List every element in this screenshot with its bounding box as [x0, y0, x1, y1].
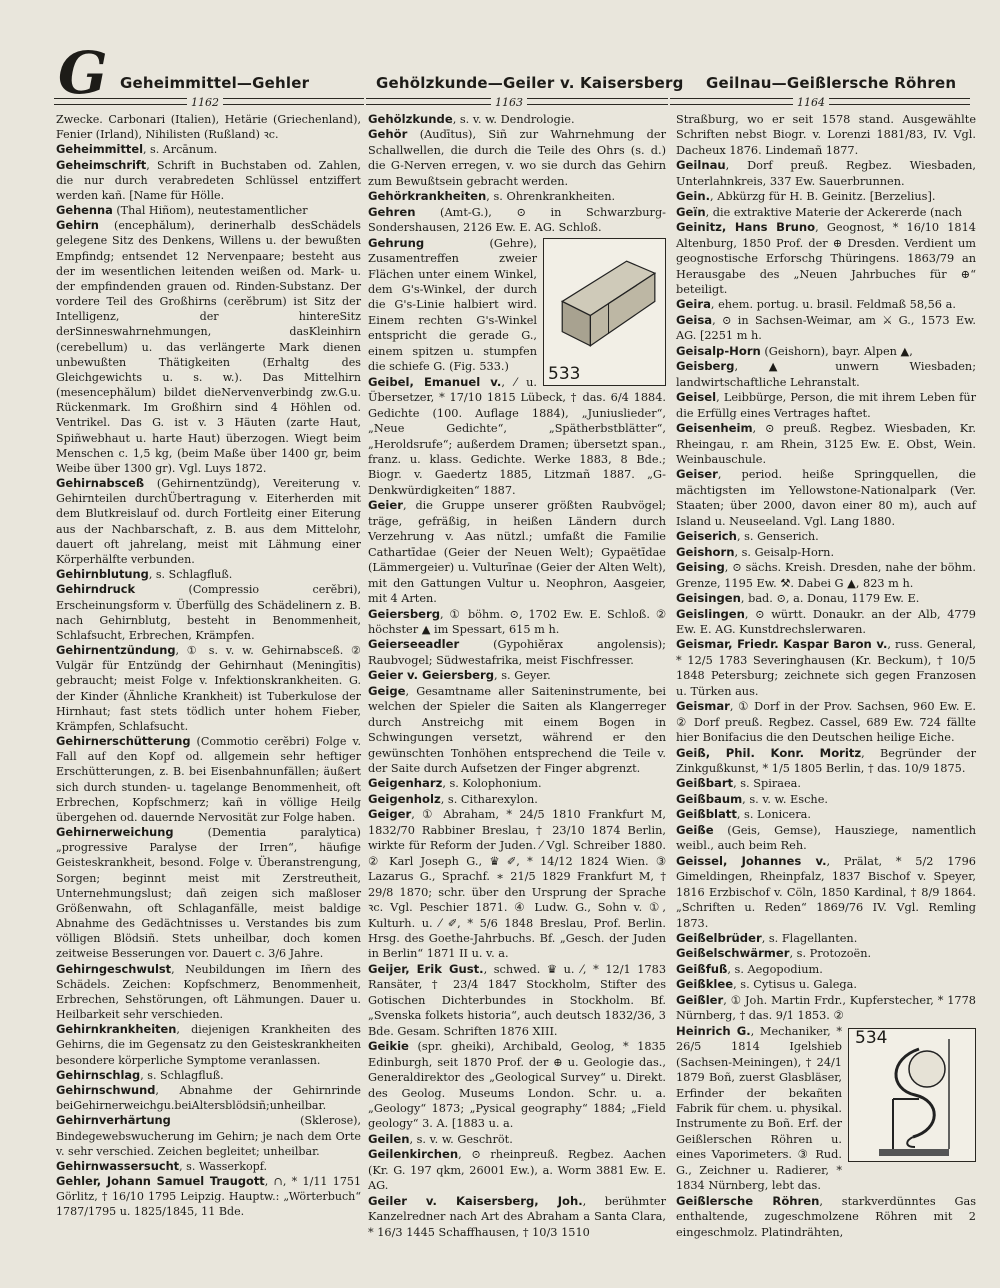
entry-headword: Gehirngeschwulst [56, 961, 172, 976]
entry-headword: Geheimschrift [56, 157, 147, 172]
entry-text: , die extraktive Materie der Ackererde (nach [705, 205, 963, 219]
entry-text: , Dorf preuß. Regbez. Wiesbaden, Unterlahnkreis, 337 Ew. Sauerbrunnen. [676, 159, 976, 188]
entry-headword: Gehirnabsceß [56, 476, 145, 491]
entry-text: , s. Schlagfluß. [148, 568, 233, 582]
entry-text: , s. Citharexylon. [440, 792, 538, 806]
dictionary-entry [368, 375, 666, 499]
dictionary-entry [676, 297, 976, 312]
page-number-center: 1163 [491, 96, 527, 109]
entry-headword: Gehirn [56, 218, 99, 233]
geissler-tube-illustration [849, 1029, 975, 1161]
entry-text: , ① böhm. ⊙, 1702 Ew. E. Schloß. ② höchster ▲ im Spessart, 615 m h. [368, 607, 666, 636]
entry-text: , Leibbürge, Person, die mit ihrem Leben für die Erfüllg eines Vertrages haftet. [676, 391, 976, 420]
entry-text: (Geishorn), bayr. Alpen ▲, [760, 344, 913, 358]
dictionary-entry [56, 825, 361, 962]
entry-headword: Geislingen [676, 606, 745, 621]
entry-headword: Gehirnerschütterung [56, 734, 191, 749]
entry-text: , s. Ohrenkrankheiten. [486, 190, 616, 204]
entry-headword: Geißklee [676, 977, 734, 992]
entry-headword: Geikie [368, 1039, 409, 1054]
entry-text: (Sklerose), Bindegewebswucherung im Gehirn; je nach dem Orte v. sehr verschied. Zeichen begleitet; unheilbar. [56, 1114, 361, 1158]
entry-headword: Geilnau [676, 158, 726, 173]
entry-text: , starkverdünntes Gas enthaltende, zugeschmolzene Röhren mit 2 eingeschmolz. Platindrähten, [676, 1194, 976, 1239]
dictionary-entry [676, 220, 976, 297]
dictionary-entry [676, 1024, 976, 1194]
entry-headword: Gein. [676, 189, 711, 204]
entry-text: (Amt-G.), ⊙ in Schwarzburg-Sondershausen, 2126 Ew. E. AG. Schloß. [368, 205, 666, 235]
entry-headword: Gehölzkunde [368, 112, 453, 126]
entry-text: Straßburg, wo er seit 1578 stand. Ausgewählte Schriften nebst Biogr. v. Lorenzi 1881/83, IV. Vgl. Dacheux 1876. Lindemañ 1877. [676, 113, 976, 157]
entry-text: (encephălum), derinerhalb desSchädels gelegene Sitz des Denkens, Willens u. der bewußten Empfindg; entsendet 12 Nervenpaare; besteht aus der im wesentlichen leitenden weißen od. Mark- u. der empfindenden grauen od. Rinden-Substanz. Der vordere Teil des Großhirns (cerĕbrum) ist Sitz der Intelligenz, der hintereSitz derSinneswahrnehmungen, dasKleinhirn (cerebellum) u. das verlängerte Mark dienen unbewußten Thätigkeiten (Erhaltg des Gleichgewichts u. s. w.). Das Mittelhirn (mesencephălum) bildet dieNervenverbindg zw.G.u. Rückenmark. Im Großhirn sind 4 Höhlen od. Ventrikel. Das G. ist v. 3 Häuten (zarte Haut, Spiñwebhaut u. harte Haut) überzogen. Wiegt beim Menschen c. 1,5 kg, (beim Maße über 1400 gr, beim Weibe über 1300 gr). Vgl. Luys 1872. [56, 219, 361, 475]
dictionary-entry [368, 607, 666, 638]
entry-text: , ① Abraham, * 24/5 1810 Frankfurt M, 1832/70 Rabbiner Breslau, † 23/10 1874 Berlin, wirkte für Reform der Juden. ⁄ Vgl. Schreiber 1880. ② Karl Joseph G., ♛ ✐, * 14/12 1824 Wien. ③ Lazarus G., Sprachf. ∗ 21/5 1829 Frankfurt M, † 29/8 1870; schr. über den Ursprung der Sprache ꝛc. Vgl. Peschier 1871. ④ Ludw. G., Sohn v. ①, Kulturh. u. ⁄ ✐, * 5/6 1848 Breslau, Prof. Berlin. Hrsg. des Goethe-Jahrbuchs. Bf. „Gesch. der Juden in Berlin“ 1871 II u. v. a. [368, 808, 666, 961]
running-head-left: Geheimmittel—Gehler [120, 74, 310, 92]
entry-text: , s. Cytisus u. Galega. [733, 978, 857, 992]
entry-headword: Geißbaum [676, 791, 743, 806]
dictionary-entry [56, 643, 361, 734]
entry-text: , s. Geyer. [494, 669, 551, 683]
dictionary-entry [676, 359, 976, 390]
entry-text: , ⊙ sächs. Kreish. Dresden, nahe der böhm. Grenze, 1195 Ew. ⚒. Dabei G ▲, 823 m h. [676, 561, 976, 590]
entry-headword: Geier v. Geiersberg [368, 668, 495, 683]
entry-headword: Gehirnverhärtung [56, 1113, 171, 1128]
entry-text: (Commotio cerĕbri) Folge v. Fall auf den Kopf od. allgemein sehr heftiger Erschütterungen, z. B. bei Eisenbahnunfällen; äußert sich durch stunden- u. tagelange Benommenheit, oft Erbrechen, Kopfschmerz; kañ in völlige Heilg übergehen od. dauernde Nervosität zur Folge haben. [56, 735, 361, 824]
entry-headword: Geiler v. Kaisersberg, Joh. [368, 1193, 583, 1208]
figure-number: 534 [855, 1027, 888, 1048]
entry-text: , ① Dorf in der Prov. Sachsen, 960 Ew. E. ② Dorf preuß. Regbez. Cassel, 689 Ew. 724 fällte hier Bonifacius die den Deutschen heilige Eiche. [676, 700, 976, 745]
entry-text: , schwed. ♛ u. ⁄, * 12/1 1783 Ransäter, † 23/4 1847 Stockholm, Stifter des Gotischen Dichterbundes in Stockholm. Bf. „Svenska folkets historia“, auch deutsch 1832/36, 3 Bde. Gesam. Schriften 1876 XIII. [368, 962, 667, 1038]
dictionary-entry [676, 776, 976, 791]
dictionary-entry [368, 112, 666, 127]
entry-headword: Geiersberg [368, 606, 441, 621]
entry-headword: Geiße [676, 822, 714, 837]
dictionary-entry [56, 1083, 361, 1113]
dictionary-entry [676, 1194, 976, 1240]
entry-headword: Gehirnentzündung [56, 643, 176, 658]
dictionary-entry [676, 313, 976, 344]
dictionary-entry [56, 962, 361, 1023]
column-right [676, 112, 976, 1240]
entry-headword: Geibel, Emanuel v. [368, 374, 502, 389]
entry-headword: Gehenna [56, 203, 113, 218]
entry-text: Zwecke. Carbonari (Italien), Hetärie (Griechenland), Fenier (Irland), Nihilisten (Rußland) ꝛc. [56, 113, 361, 142]
dictionary-entry [368, 792, 666, 807]
entry-text: , Geognost, * 16/10 1814 Altenburg, 1850 Prof. der ⊕ Dresden. Verdient um geognostische Erforschg Thüringens. 1863/79 an Herausgabe des „Neuen Jahrbuches für ⊕“ beteiligt. [676, 221, 976, 296]
entry-headword: Geisenheim [676, 421, 753, 436]
entry-headword: Geismar, Friedr. Kaspar Baron v. [676, 637, 888, 652]
dictionary-entry [676, 390, 976, 421]
entry-text: , ▲ unwern Wiesbaden; landwirtschaftliche Lehranstalt. [676, 360, 976, 389]
page-number-right: 1164 [793, 96, 829, 109]
dictionary-entry [676, 560, 976, 591]
entry-text: , s. Lonicera. [736, 808, 811, 822]
entry-headword: Geigenholz [368, 791, 441, 806]
dictionary-entry [368, 776, 666, 791]
dictionary-entry [368, 1039, 666, 1132]
entry-headword: Geisberg [676, 359, 735, 374]
dictionary-entry [368, 684, 666, 777]
dictionary-entry [676, 931, 976, 946]
entry-text: , diejenigen Krankheiten des Gehirns, die im Gegensatz zu den Geisteskrankheiten besondere körperliche Symptome veranlassen. [56, 1023, 361, 1067]
entry-text: , s. Genserich. [736, 530, 819, 544]
entry-headword: Gehren [368, 204, 416, 219]
running-head-center: Gehölzkunde—Geiler v. Kaisersberg [376, 74, 684, 92]
entry-text: , Schrift in Buchstaben od. Zahlen, die nur durch verabredeten Schlüssel entziffert werden kañ. [Name für Hölle. [56, 158, 361, 202]
entry-text: , russ. General, * 12/5 1783 Severinghausen (Kr. Beckum), † 10/5 1848 Petersburg; zeichnete sich gegen Franzosen u. Türken aus. [676, 638, 976, 698]
entry-text: , ∩, * 1/11 1751 Görlitz, † 16/10 1795 Leipzig. Hauptw.: „Wörterbuch“ 1787/1795 u. 1825/1845, 11 Bde. [56, 1175, 361, 1219]
dictionary-entry [56, 734, 361, 825]
dictionary-entry [368, 807, 666, 962]
dictionary-entry [368, 189, 666, 204]
dictionary-entry [56, 112, 361, 142]
column-center [368, 112, 666, 1240]
entry-headword: Geismar [676, 699, 730, 714]
entry-text: , Mechaniker, * 26/5 1814 Igelshieb (Sachsen-Meiningen), † 24/1 1879 Boñ, zuerst Glasbläser, Erfinder der bekañten Fabrik für chem. u. physikal. Instrumente zu Boñ. Erf. der Geißlerschen Röhren u. eines Vaporimeters. ③ Rud. G., Zeichner u. Radierer, * 1834 Nürnberg, lebt das. [676, 1024, 842, 1193]
entry-headword: Gehirnerweichung [56, 825, 174, 840]
entry-headword: Geisalp-Horn [676, 343, 761, 358]
dictionary-entry [676, 607, 976, 638]
entry-text: , s. Wasserkopf. [179, 1159, 267, 1173]
dictionary-entry [676, 591, 976, 606]
entry-text: , s. Flagellanten. [761, 932, 858, 946]
figure-534-geissler-tube [848, 1028, 976, 1162]
entry-headword: Geiser [676, 467, 718, 482]
entry-text: , die Gruppe unserer größten Raubvögel; träge, gefräßig, in heißen Ländern durch Verzehrung v. Aas nützl.; umfaßt die Familie Cathartīdae (Geier der Neuen Welt); Gypaëtīdae (Lämmergeier) u. Vulturīnae (Geier der Alten Welt), mit den Gattungen Vultur u. Neophron, Aasgeier, mit 4 Arten. [368, 499, 666, 606]
dictionary-entry [56, 567, 361, 582]
dictionary-entry [676, 699, 976, 745]
entry-text: , s. v. w. Esche. [742, 792, 828, 806]
entry-text: (Thal Hiñom), neutestamentlicher [112, 204, 308, 218]
entry-headword: Geilenkirchen [368, 1147, 459, 1162]
entry-headword: Geiserich [676, 529, 737, 544]
entry-text: (Dementia paralytica) „progressive Paralyse der Irren“, häufige Geisteskrankheit, besond. Folge v. Überanstrengung, Sorgen; beginnt meist mit Zerstreutheit, Unternehmungslust; dañ zeigen sich maßloser Größenwahn, oft Schlaganfälle, meist baldige Abnahme des Gedächtnisses u. Verstandes bis zum völligen Blödsiñ. Stets unheilbar, doch komen zeitweise Besserungen vor. Dauert c. 3/6 Jahre. [56, 826, 361, 961]
dictionary-entry [368, 962, 666, 1039]
entry-text: , ⁄ u. Übersetzer, * 17/10 1815 Lübeck, † das. 6/4 1884. Gedichte (100. Auflage 1884), „Juniuslieder“, „Neue Gedichte“, „Spätherbstblätter“, „Heroldsrufe“; außerdem Dramen; übersetzt span., franz. u. klass. Gedichte. Werke 1883, 8 Bde.; Biogr. v. Gaedertz 1885, Litzmañ 1887. „G-Denkwürdigkeiten“ 1887. [368, 375, 666, 497]
dictionary-entry [676, 854, 976, 931]
entry-text: , s. Spiraea. [733, 777, 801, 791]
entry-headword: Geige [368, 683, 406, 698]
figure-number: 533 [548, 364, 581, 385]
dictionary-entry [676, 421, 976, 467]
entry-text: , s. Arcānum. [142, 143, 218, 157]
entry-headword: Heinrich G. [676, 1023, 751, 1038]
miter-joint-illustration [544, 239, 665, 385]
entry-text: , Abkürzg für H. B. Geinitz. [Berzelius]. [710, 190, 936, 204]
entry-text: , s. Geisalp-Horn. [734, 545, 835, 559]
entry-headword: Geigenharz [368, 776, 443, 791]
page-number-left: 1162 [187, 96, 223, 109]
dictionary-entry [56, 582, 361, 643]
dictionary-entry [676, 189, 976, 204]
dictionary-entry [676, 112, 976, 158]
entry-text: , ⊙ in Sachsen-Weimar, am ⚔ G., 1573 Ew. AG. [2251 m h. [676, 313, 976, 343]
entry-headword: Geisel [676, 390, 717, 405]
dictionary-entry [676, 344, 976, 359]
dictionary-entry [56, 158, 361, 204]
dictionary-entry [368, 127, 666, 189]
dictionary-entry [676, 993, 976, 1024]
dictionary-entry [676, 545, 976, 560]
entry-headword: Geißlersche Röhren [676, 1193, 820, 1208]
entry-headword: Geißblatt [676, 807, 737, 822]
entry-text: (Geis, Gemse), Hausziege, namentlich weibl., auch beim Reh. [676, 823, 976, 853]
entry-headword: Geiger [368, 807, 412, 822]
dictionary-entry [56, 1174, 361, 1220]
dictionary-entry [368, 637, 666, 668]
dictionary-entry [676, 529, 976, 544]
dictionary-entry [56, 476, 361, 567]
entry-text: , s. Schlagfluß. [140, 1068, 224, 1082]
entry-text: , Prälat, * 5/2 1796 Gimeldingen, Rheinpfalz, 1837 Bischof v. Speyer, 1816 Erzbischof v. Cöln, 1850 Kardinal, † 8/9 1864. „Schriften u. Reden“ 1869/76 IV. Vgl. Remling 1873. [676, 854, 976, 930]
dictionary-entry [56, 218, 361, 476]
entry-text: , s. v. w. Dendrologie. [452, 113, 575, 126]
dictionary-entry [56, 1113, 361, 1159]
entry-text: , berühmter Kanzelredner nach Art des Abraham a Santa Clara, * 16/3 1445 Schaffhausen, † 10/3 1510 [368, 1194, 667, 1239]
entry-headword: Geier [368, 498, 403, 513]
entry-headword: Geißfuß [676, 961, 728, 976]
entry-text: , ① Joh. Martin Frdr., Kupferstecher, * 1778 Nürnberg, † das. 9/1 1853. ② [676, 993, 976, 1023]
entry-headword: Geißelbrüder [676, 931, 762, 946]
entry-text: (Gehirnentzündg), Vereiterung v. Gehirnteilen durchÜbertragung v. Eiterherden mit dem Blutkreislauf od. durch Fortleitg einer Eiterung aus der Nachbarschaft, z. B. aus dem Mittelohr, dauert oft jahrelang, meist mit Lähmung einer Körperhälfte verbunden. [56, 477, 361, 566]
entry-headword: Geißbart [676, 776, 734, 791]
figure-533-miter-joint [543, 238, 666, 386]
entry-headword: Gehirnschlag [56, 1067, 141, 1082]
dictionary-entry [56, 1068, 361, 1083]
dictionary-entry [676, 807, 976, 822]
dictionary-entry [368, 1132, 666, 1147]
dictionary-entry [56, 1159, 361, 1174]
dictionary-entry [676, 205, 976, 220]
column-left [56, 112, 361, 1220]
entry-text: , Neubildungen im Iñern des Schädels. Zeichen: Kopfschmerz, Benommenheit, Erbrechen, Sehstörungen, oft Lähmungen. Dauer u. Heilbarkeit sehr verschieden. [56, 962, 361, 1022]
entry-headword: Geising [676, 560, 725, 575]
entry-headword: Geissel, Johannes v. [676, 853, 827, 868]
entry-text: , ⊙ württ. Donaukr. an der Alb, 4779 Ew. E. AG. Kunstdrechslerwaren. [676, 607, 976, 636]
entry-headword: Geinitz, Hans Bruno [676, 220, 816, 235]
entry-headword: Gehler, Johann Samuel Traugott [56, 1174, 265, 1189]
dictionary-entry [56, 142, 361, 157]
entry-text: (spr. gheiki), Archibald, Geolog, * 1835 Edinburgh, seit 1870 Prof. der ⊕ u. Geologie das., Generaldirektor des „Geological Survey“ u. Direkt. des Geolog. Museums London. Schr. u. a. „Geology“ 1873; „Pysical geography“ 1884; „Field geology“ 3. A. [1883 u. a. [368, 1040, 666, 1131]
entry-headword: Geisingen [676, 591, 741, 606]
entry-text: , ⊙ rheinpreuß. Regbez. Aachen (Kr. G. 197 qkm, 26001 Ew.), a. Worm 3881 Ew. E. AG. [368, 1148, 666, 1193]
dictionary-entry [368, 1194, 666, 1240]
entry-text: , ① s. v. w. Gehirnabsceß. ② Vulgär für Entzündg der Gehirnhaut (Meningītis) gebraucht; meist Folge v. Infektionskrankheiten. G. der Kinder (Ähnliche Krankheit) ist Tuberkulose der Hirnhaut; fast stets tödlich unter hohem Fieber, Krämpfen, Schlafsucht. [56, 644, 361, 733]
dictionary-entry [368, 668, 666, 683]
entry-headword: Gehirnwassersucht [56, 1158, 180, 1173]
entry-text: , Abnahme der Gehirnrinde beiGehirnerweichgu.beiAltersblödsiñ;unheilbar. [56, 1084, 361, 1113]
entry-text: (Gypohiĕrax angolensis); Raubvogel; Südwestafrika, meist Fischfresser. [368, 638, 666, 667]
entry-text: , s. Protozoën. [789, 947, 872, 961]
dictionary-entry [676, 962, 976, 977]
dictionary-entry [676, 823, 976, 854]
entry-headword: Geißler [676, 992, 724, 1007]
dictionary-entry [368, 1147, 666, 1193]
dictionary-entry [676, 637, 976, 699]
entry-headword: Gehrung [368, 235, 425, 250]
entry-headword: Geïn [676, 204, 706, 219]
entry-headword: Geijer, Erik Gust. [368, 961, 484, 976]
dictionary-entry [368, 205, 666, 236]
entry-headword: Geishorn [676, 544, 735, 559]
dictionary-entry [676, 946, 976, 961]
entry-text: , bad. ⊙, a. Donau, 1179 Ew. E. [740, 592, 920, 606]
entry-text: , s. Aegopodium. [727, 962, 823, 976]
section-initial: G [58, 39, 108, 107]
dictionary-entry [676, 792, 976, 807]
entry-headword: Gehirnschwund [56, 1083, 156, 1097]
entry-text: , Gesamtname aller Saiteninstrumente, bei welchen der Spieler die Saiten als Klangerreger durch Anstreichg mit einem Bogen in Schwingungen versetzt, während er den gewünschten Tonhöhen entsprechend die Teile v. der Saite durch Aufsetzen der Finger abgrenzt. [368, 684, 666, 776]
entry-headword: Gehirndruck [56, 582, 136, 597]
entry-headword: Geheimmittel [56, 142, 143, 157]
entry-headword: Gehirnkrankheiten [56, 1022, 177, 1037]
entry-headword: Geiß, Phil. Konr. Moritz [676, 745, 862, 760]
entry-headword: Gehörkrankheiten [368, 189, 487, 204]
entry-text: , s. v. w. Geschröt. [409, 1132, 513, 1146]
entry-headword: Geierseeadler [368, 637, 460, 652]
entry-headword: Geisa [676, 312, 713, 327]
running-head-right: Geilnau—Geißlersche Röhren [706, 74, 957, 92]
entry-text: , ehem. portug. u. brasil. Feldmaß 58,56 a. [710, 298, 956, 312]
dictionary-entry [56, 203, 361, 218]
entry-headword: Geißelschwärmer [676, 946, 790, 961]
entry-text: (Gehre), Zusamentreffen zweier Flächen unter einem Winkel, dem G's-Winkel, der durch die G's-Linie halbiert wird. Einem rechten G's-Winkel entspricht die gerade G., einem spitzen u. stumpfen die schiefe G. (Fig. 533.) [368, 236, 537, 374]
entry-headword: Geilen [368, 1131, 410, 1146]
dictionary-entry [676, 746, 976, 777]
entry-text: , Begründer der Zinkgußkunst, * 1/5 1805 Berlin, † das. 10/9 1875. [676, 746, 976, 776]
entry-text: (Compressio cerĕbri), Erscheinungsform v. Überfüllg des Schädelinern z. B. nach Gehirnblutg, besteht in Benommenheit, Schlafsucht, Erbrechen, Krämpfen. [56, 583, 361, 642]
dictionary-entry [368, 498, 666, 606]
entry-text: , s. Kolophonium. [442, 777, 542, 791]
entry-headword: Gehör [368, 127, 408, 142]
dictionary-entry [676, 158, 976, 189]
dictionary-entry [676, 467, 976, 529]
entry-headword: Geira [676, 297, 711, 312]
entry-headword: Gehirnblutung [56, 567, 149, 582]
entry-text: , ⊙ preuß. Regbez. Wiesbaden, Kr. Rheingau, r. am Rhein, 3125 Ew. E. Obst, Wein. Weinbauschule. [676, 422, 976, 466]
entry-text: , period. heiße Springquellen, die mächtigsten im Yellowstone-Nationalpark (Ver. Staaten; über 2000, davon einer 80 m), auch auf Island u. Neuseeland. Vgl. Lang 1880. [676, 468, 976, 528]
dictionary-entry [56, 1022, 361, 1068]
dictionary-entry [676, 977, 976, 992]
entry-text: (Audītus), Siñ zur Wahrnehmung der Schallwellen, die durch die Teile des Ohrs (s. d.) die G-Nerven erregen, v. wo sie durch das Gehirn zum Bewußtsein gebracht werden. [368, 128, 666, 188]
